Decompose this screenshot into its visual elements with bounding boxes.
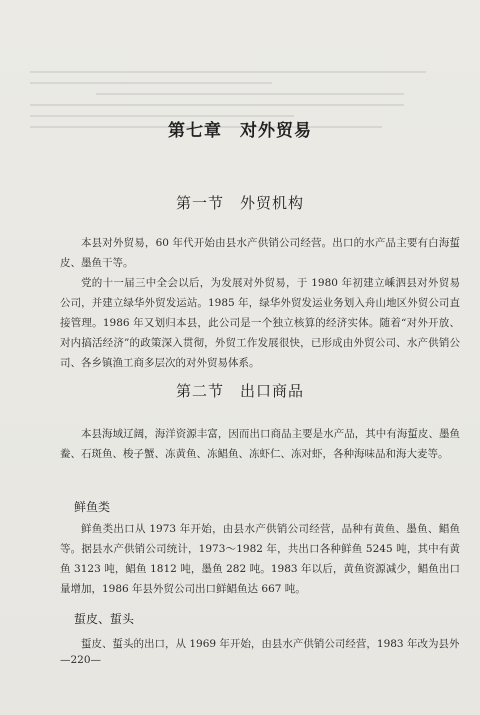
section-title-1: 第一节 外贸机构 xyxy=(175,194,304,212)
section1-paragraph-1: 本县对外贸易，60 年代开始由县水产供销公司经营。出口的水产品主要有白海蜇皮、墨鱼干等。 xyxy=(60,237,460,269)
subsection-title-jellyfish: 蜇皮、蜇头 xyxy=(74,612,135,626)
subsection-title-fresh-fish: 鲜鱼类 xyxy=(74,500,111,514)
chapter-title: 第七章 对外贸易 xyxy=(168,121,312,141)
subsection-text-fresh-fish: 鲜鱼类出口从 1973 年开始，由县水产供销公司经营，品种有黄鱼、墨鱼、鲳鱼等。据县水产供销公司统计，1973～1982 年，共出口各种鲜鱼 5245 吨，其中有黄鱼 3123 吨，鲳鱼 1812 吨，墨鱼 282 吨。1983 年以后，黄鱼资源减少，鲳鱼出口量增加，1986 年县外贸公司出口鲜鲳鱼达 667 吨。 xyxy=(60,523,460,595)
section-title-2: 第二节 出口商品 xyxy=(175,382,304,400)
page-number: —220— xyxy=(60,654,102,666)
subsection-text-jellyfish: 蜇皮、蜇头的出口，从 1969 年开始，由县水产供销公司经营，1983 年改为县外 xyxy=(81,638,460,650)
section1-paragraph-2: 党的十一届三中全会以后，为发展对外贸易，于 1980 年初建立嵊泗县对外贸易公司，并建立绿华外贸发运站。1985 年，绿华外贸发运业务划入舟山地区外贸公司直接管理。1986 年又划归本县，此公司是一个独立核算的经济实体。随着“对外开放、对内搞活经济”的政策深入贯彻，外贸工作发展很快，已形成由外贸公司、水产供销公司、各乡镇渔工商多层次的对外贸易体系。 xyxy=(60,277,460,369)
section2-paragraph-1: 本县海域辽阔，海洋资源丰富，因而出口商品主要是水产品，其中有海蜇皮、墨鱼鲞、石斑鱼、梭子蟹、冻黄鱼、冻鲳鱼、冻虾仁、冻对虾，各种海味品和海大麦等。 xyxy=(60,428,460,460)
